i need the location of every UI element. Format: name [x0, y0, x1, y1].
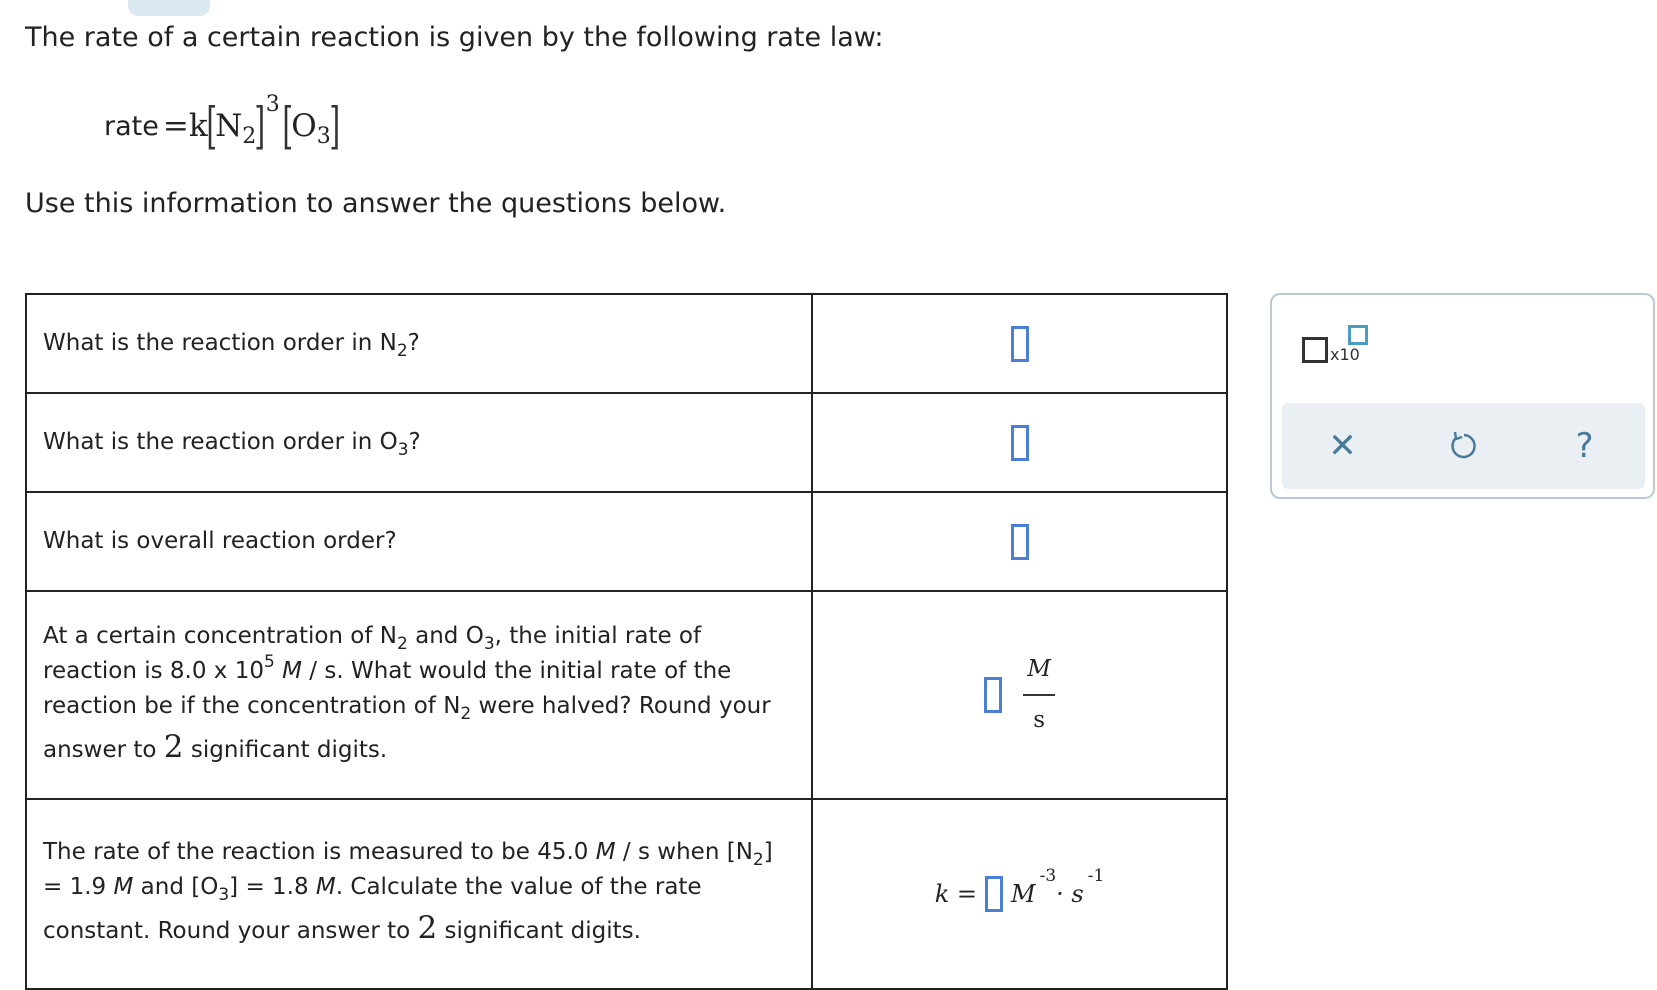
answer-o3-order-input[interactable] — [1011, 425, 1029, 461]
instructions-text: Use this information to answer the questions below. — [25, 188, 727, 219]
answer-cell — [812, 799, 1227, 989]
rate-law-equation — [104, 91, 340, 157]
tool-action-bar — [1282, 403, 1645, 489]
x10-label: x10 — [1330, 345, 1360, 364]
k-label: k = — [934, 879, 977, 908]
intro-text: The rate of a certain reaction is given by the following rate law: — [25, 22, 884, 53]
rate-unit-fraction — [1023, 653, 1055, 738]
help-icon[interactable]: ? — [1575, 426, 1594, 466]
question-halved-rate: At a certain concentration of $N_2$ and $O_3$, the initial rate of reaction is 8.0 x $10^5$ M / s. What would the initial rate of the reaction be if the concentration of $N_2$ were halved? Round your answer to 2 significant digits. — [26, 591, 812, 799]
table-row — [26, 591, 1227, 799]
species-n: N — [215, 108, 243, 144]
exponent-box-icon — [1348, 325, 1368, 345]
species-o-subscript: 3 — [316, 123, 331, 149]
answer-halved-rate-input[interactable] — [984, 677, 1002, 713]
undo-icon[interactable] — [1444, 426, 1484, 466]
table-row — [26, 799, 1227, 989]
species-o: O — [291, 108, 317, 144]
unit-denominator: s — [1033, 707, 1046, 733]
rate-law-math: = k [ N 2 ] 3 [ O 3 ] — [162, 91, 340, 155]
unit-m: M — [1011, 879, 1036, 908]
answer-cell — [812, 591, 1227, 799]
answer-cell — [812, 393, 1227, 492]
scientific-notation-button[interactable] — [1302, 325, 1370, 369]
answer-tool-panel — [1270, 293, 1655, 499]
rate-constant-k: k — [188, 108, 208, 144]
species-n-exponent: 3 — [265, 91, 280, 117]
answer-overall-order-input[interactable] — [1011, 524, 1029, 560]
unit-s-exponent: -1 — [1087, 865, 1105, 886]
unit-s: · s — [1056, 879, 1084, 908]
mantissa-box-icon — [1302, 337, 1328, 363]
answer-cell — [812, 492, 1227, 591]
unit-m-exponent: -3 — [1039, 865, 1057, 886]
question-o3-order: What is the reaction order in $O_3$? — [26, 393, 812, 492]
unit-numerator: M — [1027, 655, 1051, 682]
table-row — [26, 294, 1227, 393]
questions-table — [25, 293, 1228, 990]
species-n-subscript: 2 — [242, 123, 257, 149]
answer-n2-order-input[interactable] — [1011, 326, 1029, 362]
rate-constant-expression — [934, 865, 1105, 912]
top-tab-stub — [128, 0, 210, 16]
question-rate-constant: The rate of the reaction is measured to be 45.0 M / s when $[N_2] = 1.9$ M and $[O_3] = 1.8$ M. Calculate the value of the rate constant. Round your answer to 2 significant digits. — [26, 799, 812, 989]
rate-word: rate — [104, 110, 159, 142]
equals-sign: = — [162, 108, 189, 144]
answer-rate-constant-input[interactable] — [985, 876, 1003, 912]
close-icon[interactable]: ✕ — [1328, 426, 1357, 466]
table-row — [26, 492, 1227, 591]
answer-cell — [812, 294, 1227, 393]
question-overall-order: What is overall reaction order? — [26, 492, 812, 591]
table-row — [26, 393, 1227, 492]
question-n2-order: What is the reaction order in $N_2$? — [26, 294, 812, 393]
